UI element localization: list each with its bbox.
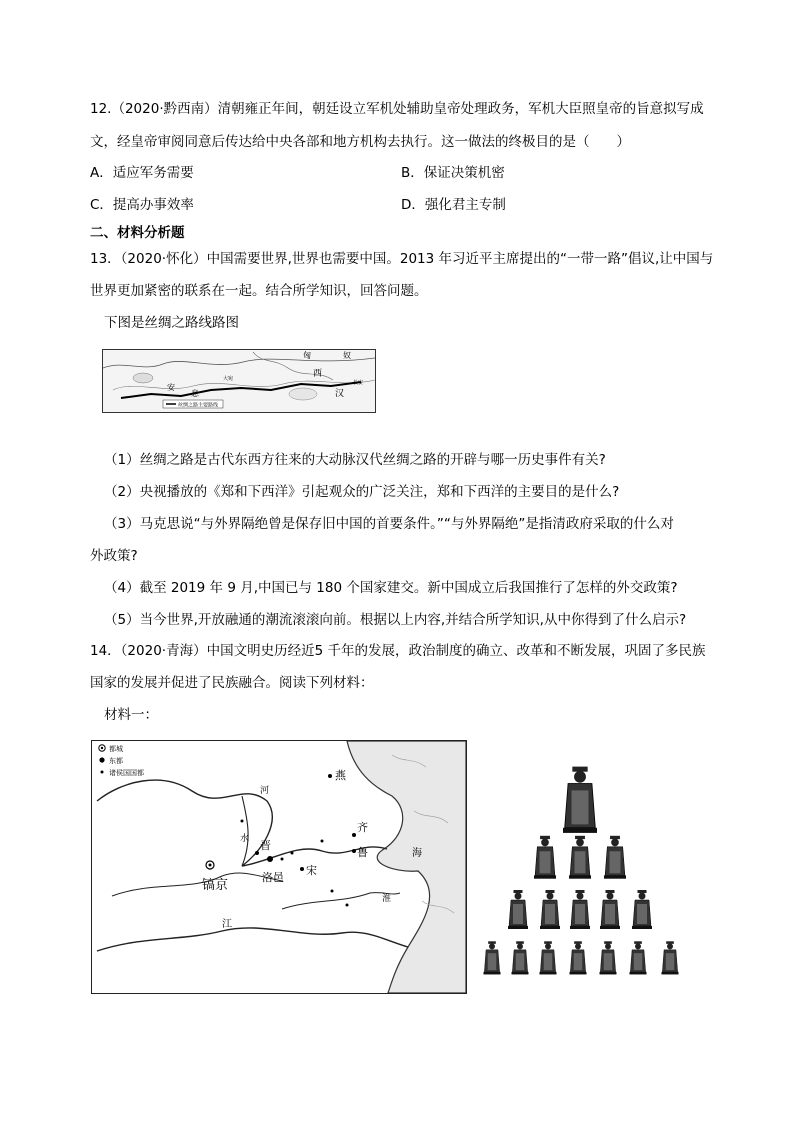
legend-capital: 都城: [109, 745, 123, 753]
q13-sub3-line2: 外政策?: [90, 548, 138, 564]
q12-option-b: B．保证决策机密: [401, 165, 505, 181]
map-label-hai: 海: [412, 848, 422, 859]
q12-stem-line1: 12.（2020·黔西南）清朝雍正年间，朝廷设立军机处辅助皇帝处理政务，军机大臣照皇帝的旨意拟写成: [90, 101, 704, 117]
q14-stem-line2: 国家的发展并促进了民族融合。阅读下列材料：: [90, 675, 374, 691]
map-label-jin: 晋: [260, 839, 271, 852]
map-label-anxi: 安: [167, 383, 175, 392]
q13-sub2: （2）央视播放的《郑和下西洋》引起观众的广泛关注，郑和下西洋的主要目的是什么?: [104, 484, 620, 500]
section-title: 二、材料分析题: [90, 225, 185, 241]
silk-road-legend: 丝绸之路主要路线: [178, 402, 219, 409]
map-label-he: 河: [260, 786, 270, 796]
q12-option-c: C．提高办事效率: [90, 197, 194, 213]
q12-stem-line2: 文，经皇帝审阅同意后传达给中央各部和地方机构去执行。这一做法的终极目的是（ ）: [90, 134, 630, 150]
map-label-shui: 水: [240, 834, 250, 844]
hierarchy-graphic: [480, 760, 695, 985]
map-label-xi: 西: [313, 369, 323, 379]
q13-sub1: （1）丝绸之路是古代东西方往来的大动脉汉代丝绸之路的开辟与哪一历史事件有关?: [104, 452, 606, 468]
map-label-lu: 鲁: [357, 846, 368, 859]
map-label-xi2: 息: [191, 389, 199, 398]
map-label-huai: 淮: [382, 894, 392, 904]
map-label-han: 汉: [335, 389, 345, 399]
q13-sub4: （4）截至 2019 年 9 月,中国已与 180 个国家建交。新中国成立后我国推行了怎样的外交政策?: [104, 580, 678, 596]
zhou-fengjian-map: [91, 740, 467, 994]
map-label-yan: 燕: [335, 769, 346, 782]
map-label-luoyi: 洛邑: [262, 871, 284, 884]
map-label-xiongnu1: 匈: [303, 351, 311, 360]
map-label-qi: 齐: [357, 821, 368, 834]
zhou-map-graphic: [92, 741, 466, 993]
q13-stem-line2: 世界更加紧密的联系在一起。结合所学知识，回答问题。: [90, 283, 428, 299]
map-label-song: 宋: [306, 864, 317, 877]
q13-map-caption: 下图是丝绸之路线路图: [104, 315, 239, 331]
feudal-hierarchy-figures: [480, 760, 695, 985]
q13-stem-line1: 13．（2020·怀化）中国需要世界,世界也需要中国。2013 年习近平主席提出的“一带一路”倡议,让中国与: [90, 251, 714, 267]
map-label-xiongnu2: 奴: [343, 351, 351, 360]
map-label-changan: 长安: [353, 380, 364, 386]
legend-eastern-capital: 东都: [109, 757, 123, 765]
q12-option-d: D．强化君主专制: [401, 197, 506, 213]
q13-sub3-line1: （3）马克思说“与外界隔绝曾是保存旧中国的首要条件。”“与外界隔绝”是指清政府采取的什么对: [104, 516, 674, 532]
map-label-jiang: 江: [222, 919, 232, 930]
map-label-dawan: 大宛: [223, 376, 234, 382]
map-label-haojing: 镐京: [202, 878, 229, 893]
legend-vassal-capital: 诸侯国国都: [109, 769, 144, 777]
q14-material-label: 材料一：: [104, 707, 158, 723]
silk-road-map: [102, 349, 376, 413]
silk-road-map-graphic: [103, 350, 375, 412]
q12-option-a: A．适应军务需要: [90, 165, 194, 181]
q13-sub5: （5）当今世界,开放融通的潮流滚滚向前。根据以上内容,并结合所学知识,从中你得到了什么启示?: [104, 612, 687, 628]
q14-stem-line1: 14．（2020·青海）中国文明史历经近5 千年的发展，政治制度的确立、改革和不断发展，巩固了多民族: [90, 643, 706, 659]
